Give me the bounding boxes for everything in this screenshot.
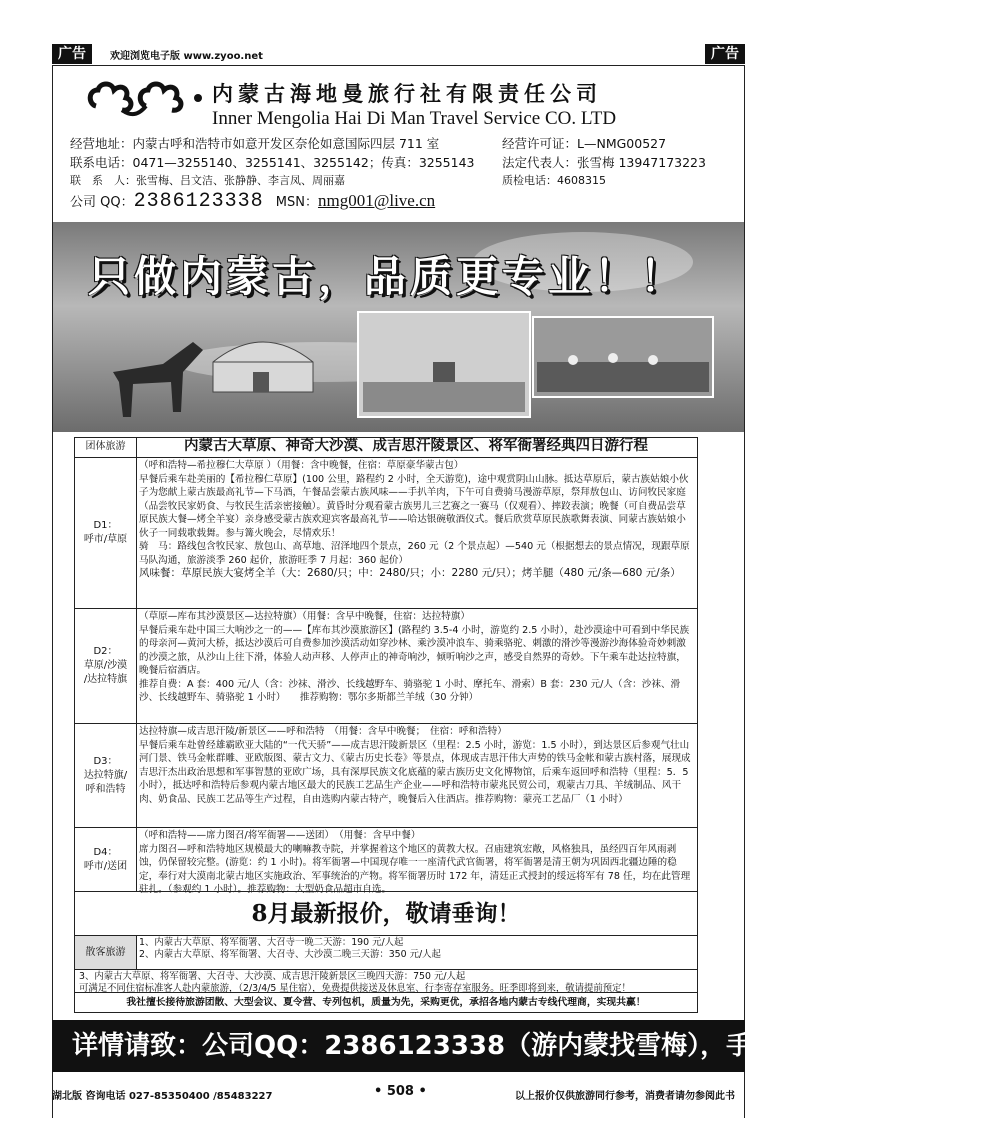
day-3-label: D3： 达拉特旗/ 呼和浩特 [75, 724, 137, 827]
day-1-horse: 骑 马：路线包含牧民家、敖包山、高草地、沼泽地四个景点，260 元（2 个景点起）—540 元（根据想去的景点情况，现跟草原马队沟通，旅游淡季 260 起价，旅游旺季 7 月起：360 起价） [139, 541, 690, 566]
company-phone: 联系电话：0471—3255140、3255141、3255142；传真：3255143 [70, 155, 475, 170]
scatter-row [75, 935, 697, 969]
business-license: 经营许可证：L—NMG00527 [502, 136, 667, 151]
itinerary-title-row [75, 437, 697, 457]
itinerary-title: 内蒙古大草原、神奇大沙漠、成吉思汗陵景区、将军衙署经典四日游行程 [184, 438, 648, 454]
day-1-content [139, 459, 693, 581]
ad-header-bar [52, 44, 745, 66]
day-row-1 [75, 457, 697, 608]
price-notice-row [75, 891, 697, 935]
day-2-desc: 早餐后乘车赴中国三大响沙之一的——【库布其沙漠旅游区】(路程约 3.5-4 小时，游览约 2.5 小时），赴沙漠途中可看到中华民族的母亲河—黄河大桥，抵达沙漠后可自费参加沙漠活动如穿沙林、乘沙漠冲浪车、骑乘骆驼、刺激的滑沙等漫游沙海体验奇妙刺激的沙漠之旅，从沙山上往下滑，体验人动声移、人停声止的神奇响沙，倾听响沙之声，感受自然界的奇妙。下午乘车赴达拉特旗，晚餐后宿酒店。 [139, 624, 690, 676]
scatter-label: 散客旅游 [75, 936, 137, 969]
scatter-content-cont [79, 971, 693, 994]
page-footer [52, 1084, 745, 1102]
grassland-scene-icon [53, 222, 744, 432]
itinerary-table [74, 437, 698, 993]
footer-disclaimer: 以上报价仅供旅游同行参考，消费者请勿参阅此书 [515, 1091, 735, 1102]
ad-label-left: 广告 [52, 44, 92, 64]
qq-label: 公司 QQ： [70, 195, 134, 210]
scatter-line-3: 3、内蒙古大草原、将军衙署、大召寺、大沙漠、成吉思汗陵新景区三晚四天游：750 元/人起 [79, 971, 466, 982]
footer-edition-phone: 湖北版 咨询电话 027-85350400 /85483227 [52, 1091, 273, 1102]
msn-label: MSN： [275, 195, 318, 210]
day-3-content [139, 725, 693, 806]
qq-number[interactable]: 2386123338 [133, 190, 264, 213]
day-2-extras: 推荐自费：A 套：400 元/人（含：沙袜、滑沙、长线越野车、骑骆驼 1 小时、摩托车、滑索）B 套：230 元/人（含：沙袜、滑沙、长线越野车、骑骆驼 1 小时） 推荐购物：鄂尔多斯都兰羊绒（30 分钟） [139, 678, 681, 703]
day-2-content [139, 610, 693, 705]
ad-label-right: 广告 [705, 44, 745, 64]
day-row-2 [75, 608, 697, 723]
day-2-label: D2： 草原/沙漠 /达拉特旗 [75, 609, 137, 723]
company-address: 经营地址：内蒙古呼和浩特市如意开发区奈伦如意国际四层 711 室 [70, 136, 440, 151]
day-3-desc: 早餐后乘车赴曾经雄霸欧亚大陆的“一代天骄”——成吉思汗陵新景区（里程：2.5 小时，游览：1.5 小时），到达景区后参观气壮山河门景、铁马金帐群雕、亚欧版图、蒙古文力、《蒙古历史长卷》等景点，体现成吉思汗伟大声势的铁马金帐和蒙古族村落，展现成吉思汗杰出政治思想和军事智慧的亚欧广场，具有深厚民族文化底蕴的蒙古族历史文化博物馆，后乘车返回呼和浩特（里程：5．5 小时），抵达呼和浩特后参观内蒙古地区最大的民族工艺品生产企业——呼和浩特市蒙兆民贸公司，观蒙古刀具、羊绒制品、风干肉、奶食品、民族工艺品等生产过程，自由选购内蒙古特产，晚餐后入住酒店。推荐购物：蒙亮工艺品厂（1 小时） [139, 739, 691, 805]
quality-phone: 质检电话：4608315 [502, 174, 606, 187]
contact-persons: 联 系 人：张雪梅、吕文洁、张静静、李言凤、周丽嘉 [70, 174, 345, 187]
company-name-cn: 内蒙古海地曼旅行社有限责任公司 [212, 81, 602, 106]
day-row-4 [75, 827, 697, 895]
site-url[interactable]: 欢迎浏览电子版 www.zyoo.net [110, 51, 263, 62]
scatter-content [139, 937, 693, 960]
scatter-line-1: 1、内蒙古大草原、将军衙署、大召寺一晚二天游：190 元/人起 [139, 937, 404, 948]
company-name-en: Inner Mengolia Hai Di Man Travel Service CO. LTD [212, 108, 617, 129]
day-4-content [139, 829, 693, 897]
day-1-meal: 风味餐：草原民族大宴烤全羊（大：2680/只；中：2480/只；小：2280 元/只）；烤羊腿（480 元/条—680 元/条） [139, 567, 681, 579]
day-3-route: 达拉特旗—成吉思汗陵/新景区——呼和浩特 （用餐：含早中晚餐； 住宿：呼和浩特） [139, 726, 507, 737]
scatter-line-4: 可满足不同住宿标准客人赴内蒙旅游，（2/3/4/5 星住宿），免费提供接送及休息室、行李寄存室服务。旺季即将到来，敬请提前预定！ [79, 982, 631, 994]
company-header [62, 72, 742, 222]
qq-msn-line [70, 190, 435, 213]
cloud-logo-icon [86, 76, 206, 122]
price-notice: 8月最新报价，敬请垂询！ [251, 900, 521, 927]
banner-slogan: 只做内蒙古，品质更专业！！ [88, 252, 687, 301]
scatter-row-cont [75, 969, 697, 994]
contact-banner: 详情请致：公司QQ：2386123338（游内蒙找雪梅），手机：13947173223 [52, 1020, 745, 1072]
day-1-label: D1： 呼市/草原 [75, 458, 137, 608]
msn-address[interactable]: nmg001@live.cn [317, 191, 436, 210]
day-4-label: D4： 呼市/送团 [75, 828, 137, 891]
page-number: • 508 • [374, 1084, 427, 1099]
legal-representative: 法定代表人：张雪梅 13947173223 [502, 155, 706, 170]
category-label: 团体旅游 [75, 437, 137, 457]
day-4-desc: 席力图召—呼和浩特地区规模最大的喇嘛教寺院，并掌握着这个地区的黄教大权。召庙建筑宏敞，风格独具，虽经四百年风雨剥蚀，仍保留较完整。(游览：约 1 小时)。将军衙署—中国现存唯一一座清代武官衙署，将军衙署是清王朝为巩固西北疆边陲的稳定，奉行对大漠南北蒙古地区实施政治、军事统治的产物。将军衙署历时 172 年，清廷正式授封的绥远将军有 78 任，均在此管理驻扎。（参观约 1 小时）。推荐购物：大型奶食品超市自选。 [139, 843, 691, 895]
day-4-route: （呼和浩特——席力图召/将军衙署——送团） （用餐：含早中餐） [139, 830, 421, 841]
bottom-slogan: 我社擅长接待旅游团散、大型会议、夏令营、专列包机，质量为先，采购更优，承招各地内蒙古专线代理商，实现共赢！ [74, 993, 698, 1013]
day-1-route: （呼和浩特—希拉穆仁大草原 ）（用餐：含中晚餐，住宿：草原豪华蒙古包） [139, 460, 464, 471]
banner-photo [53, 222, 744, 432]
day-1-desc: 早餐后乘车赴美丽的【希拉穆仁草原】(100 公里，路程约 2 小时，全天游览)，途中观赏阴山山脉。抵达草原后，蒙古族姑娘小伙子为您献上蒙古族最高礼节—下马酒，午餐品尝蒙古族风味——手扒羊肉，下午可自费骑马漫游草原，祭拜敖包山、访问牧民家庭（品尝牧民家奶食、与牧民生活亲密接触）。黄昏时分观看蒙古族男儿三艺赛之一赛马（仅观看）、摔跤表演；晚餐（可自费品尝草原民族大餐—烤全羊宴）亲身感受蒙古族欢迎宾客最高礼节——哈达银碗敬酒仪式。餐后欣赏草原民族歌舞表演、同蒙古族姑娘小伙子一同载歌载舞。参与篝火晚会，尽情欢乐！ [139, 473, 689, 539]
day-2-route: （草原—库布其沙漠景区—达拉特旗）（用餐：含早中晚餐，住宿：达拉特旗） [139, 611, 470, 622]
day-row-3 [75, 723, 697, 827]
scatter-line-2: 2、内蒙古大草原、将军衙署、大召寺、大沙漠二晚三天游：350 元/人起 [139, 948, 441, 960]
